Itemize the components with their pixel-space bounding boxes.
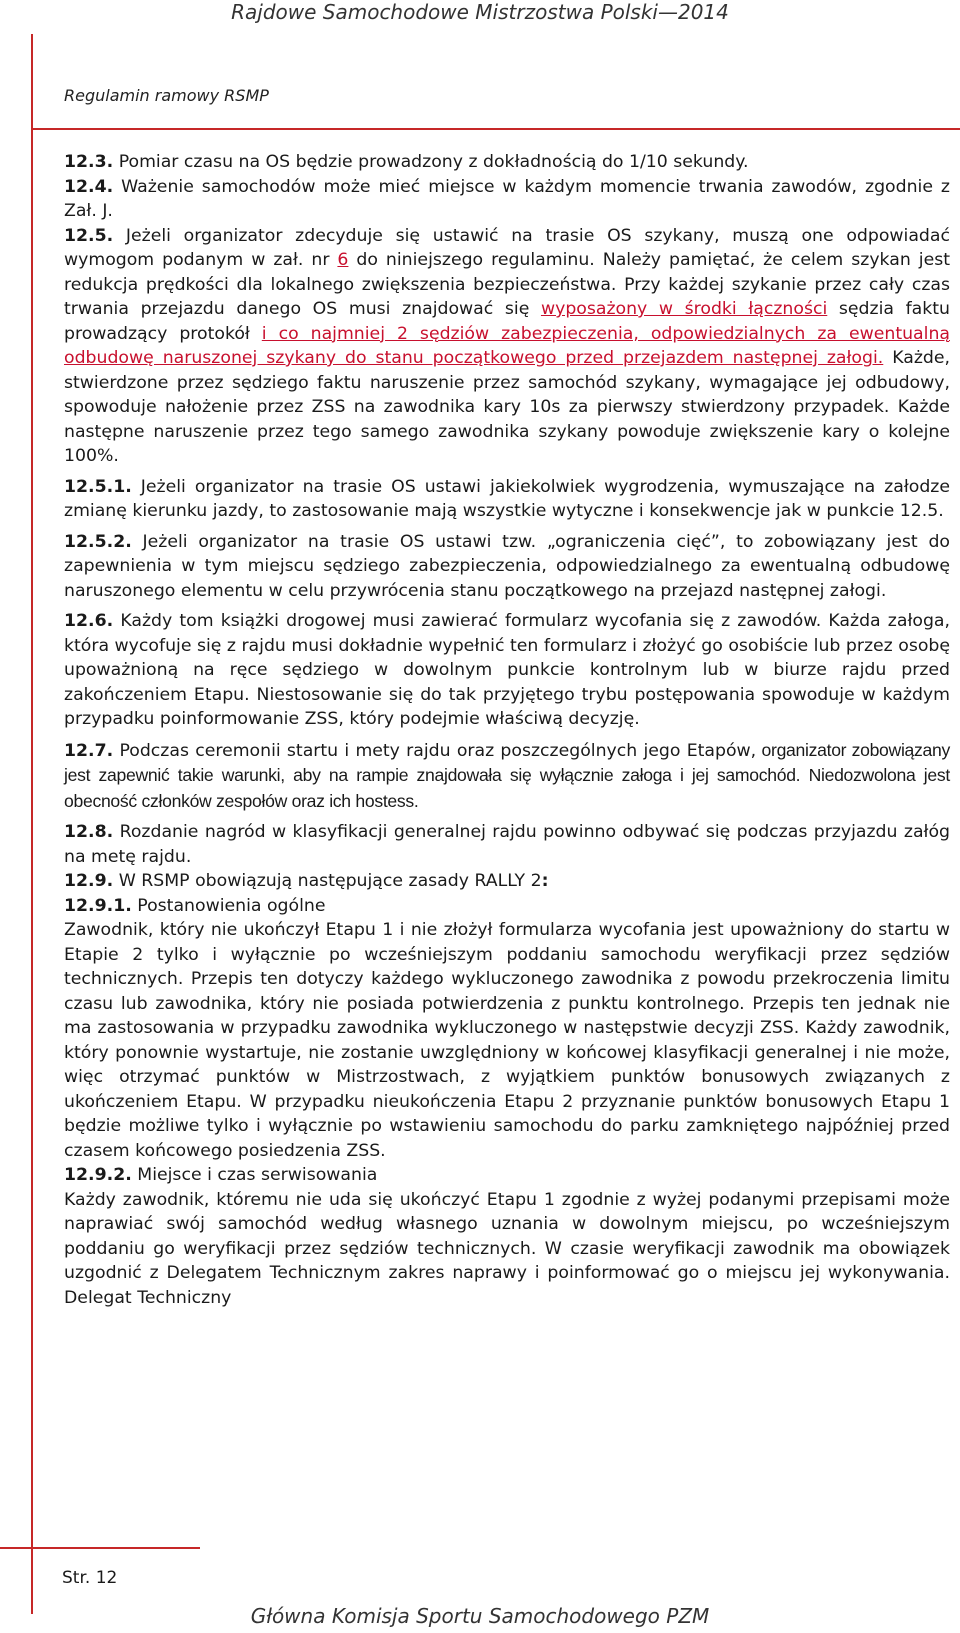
section-heading: Postanowienia ogólne [131,895,326,916]
section-text: do niniejszego regulaminu. Należy pamiętać, że celem szykan jest redukcja prędkości dla lokalnego zwiększenia bezpieczeństwa. Przy każdej szykanie przez cały czas trwania przejazdu danego OS musi znajdować się [64,250,950,319]
section-12-9-2-body: Każdy zawodnik, któremu nie uda się ukończyć Etapu 1 zgodnie z wyżej podanymi przepisami może naprawiać swój samochód według własnego uznania w dowolnym miejscu, po wcześniejszym poddaniu go weryfikacji przez sędziów technicznych. W czasie weryfikacji zawodnik ma obowiązek uzgodnić z Delegatem Technicznym zakres naprawy i poinformować go o miejscu jej wykonywania. Delegat Techniczny [64,1189,950,1308]
highlighted-text: wyposażony w środki łączności [540,299,828,319]
annex-link[interactable]: 6 [337,250,349,270]
section-12-9-1-body: Zawodnik, który nie ukończył Etapu 1 i nie złożył formularza wycofania jest upoważniony do startu w Etapie 2 tylko i wyłącznie po wcześniejszym poddaniu samochodu weryfikacji przez sędziów technicznych. Przepis ten dotyczy każdego wykluczonego zawodnika z powodu przekroczenia limitu czasu lub zawodnika, który nie posiada potwierdzenia z punktu kontrolnego. Przepis ten jednak nie ma zastosowania w przypadku zawodnika wykluczonego w następstwie decyzji ZSS. Każdy zawodnik, który ponownie wystartuje, nie zostanie uwzględniony w końcowej klasyfikacji generalnej i nie może, więc otrzymać punktów w Mistrzostwach, z wyjątkiem punktów bonusowych związanych z ukończeniem Etapu. W przypadku nieukończenia Etapu 2 przyznanie punktów bonusowych Etapu 1 będzie możliwe tylko i wyłącznie po wstawieniu samochodu do parku zamkniętego najpóźniej przed czasem końcowego posiedzenia ZSS. [64,920,950,1161]
section-number: 12.3. [64,152,114,172]
section-text: Jeżeli organizator zdecyduje się ustawić na trasie OS szykany, muszą one odpowiadać wymogom podanym w zał. nr [64,225,950,270]
section-text: sędzia faktu prowadzący protokół [64,299,951,344]
header-rule [31,128,960,130]
highlighted-text: i co najmniej 2 sędziów zabezpieczenia, odpowiedzialnych za ewentualną odbudowę naruszonej szykany do stanu początkowego przed przejazdem następnej załogi. [64,323,950,368]
section-12-5-2 [64,530,950,604]
section-text: W RSMP obowiązują następujące zasady RALLY 2 [113,871,542,891]
section-number: 12.9. [64,871,114,891]
section-number: 12.8. [64,822,114,842]
section-text: organizator zobowiązany jest zapewnić takie warunki, aby na rampie znajdowała się wyłącznie załoga i jej samochód. Niedozwolona jest obecność członków zespołów oraz ich hostess. [64,739,951,811]
section-12-4 [64,175,950,224]
section-text: Każdy tom książki drogowej musi zawierać formularz wycofania się z zawodów. Każda załoga, która wycofuje się z rajdu musi dokładnie wypełnić ten formularz i złożyć go osobiście lub przez osobę upoważnioną na ręce sędziego w dowolnym punkcie kontrolnym lub w biurze rajdu przed zakończeniem Etapu. Niestosowanie się do tak przyjętego trybu postępowania spowoduje w każdym przypadku poinformowanie ZSS, który podejmie właściwą decyzję. [64,611,950,729]
page-number: Str. 12 [62,1568,118,1588]
section-text: Pomiar czasu na OS będzie prowadzony z dokładnością do 1/10 sekundy. [113,152,749,172]
footer-rule [0,1547,200,1549]
section-12-9 [64,869,950,894]
section-text: Jeżeli organizator na trasie OS ustawi tzw. „ograniczenia cięć”, to zobowiązany jest do zapewnienia w tym miejscu sędziego zabezpieczenia, odpowiedzialnego za ewentualną odbudowę naruszonego elementu w celu przywrócenia stanu początkowego na przejazd następnej załogi. [64,531,950,601]
section-number: 12.9.1. [64,895,132,916]
section-text: Jeżeli organizator na trasie OS ustawi jakiekolwiek wygrodzenia, wymuszające na załodze zmianę kierunku jazdy, to zastosowanie mają wszystkie wytyczne i konsekwencje jak w punkcie 12.5. [64,476,950,521]
section-number: 12.5.2. [64,531,132,552]
section-text: Rozdanie nagród w klasyfikacji generalnej rajdu powinno odbywać się podczas przyjazdu załóg na metę rajdu. [64,822,950,867]
running-footer: Główna Komisja Sportu Samochodowego PZM [250,1604,710,1628]
section-12-6 [64,609,950,732]
section-heading: Miejsce i czas serwisowania [131,1165,378,1185]
section-12-9-1-heading [64,894,950,919]
document-body [64,150,950,1310]
section-12-5 [64,224,950,469]
section-12-8 [64,820,950,869]
colon: : [541,871,549,891]
section-12-5-1 [64,475,950,524]
document-subtitle: Regulamin ramowy RSMP [64,86,269,105]
section-number: 12.4. [64,176,114,197]
section-12-3 [64,150,950,175]
section-12-7 [64,738,950,815]
section-12-9-2-heading [64,1163,950,1188]
section-number: 12.9.2. [64,1165,132,1185]
section-number: 12.5.1. [64,476,132,497]
running-header-title: Rajdowe Samochodowe Mistrzostwa Polski—2014 [231,0,729,24]
section-text: Podczas ceremonii startu i mety rajdu oraz poszczególnych jego Etapów, [113,740,757,761]
section-text: Ważenie samochodów może mieć miejsce w każdym momencie trwania zawodów, zgodnie z Zał. J. [64,176,950,221]
section-text: Każde, stwierdzone przez sędziego faktu naruszenie przez samochód szykany, wymagające jej odbudowy, spowoduje nałożenie przez ZSS na zawodnika kary 10s za pierwszy stwierdzony przypadek. Każde następne naruszenie przez tego samego zawodnika szykany powoduje zwiększenie kary o kolejne 100%. [64,348,950,466]
left-margin-rule [31,34,33,1614]
section-number: 12.5. [64,225,114,246]
section-number: 12.7. [64,740,114,761]
section-number: 12.6. [64,611,114,631]
